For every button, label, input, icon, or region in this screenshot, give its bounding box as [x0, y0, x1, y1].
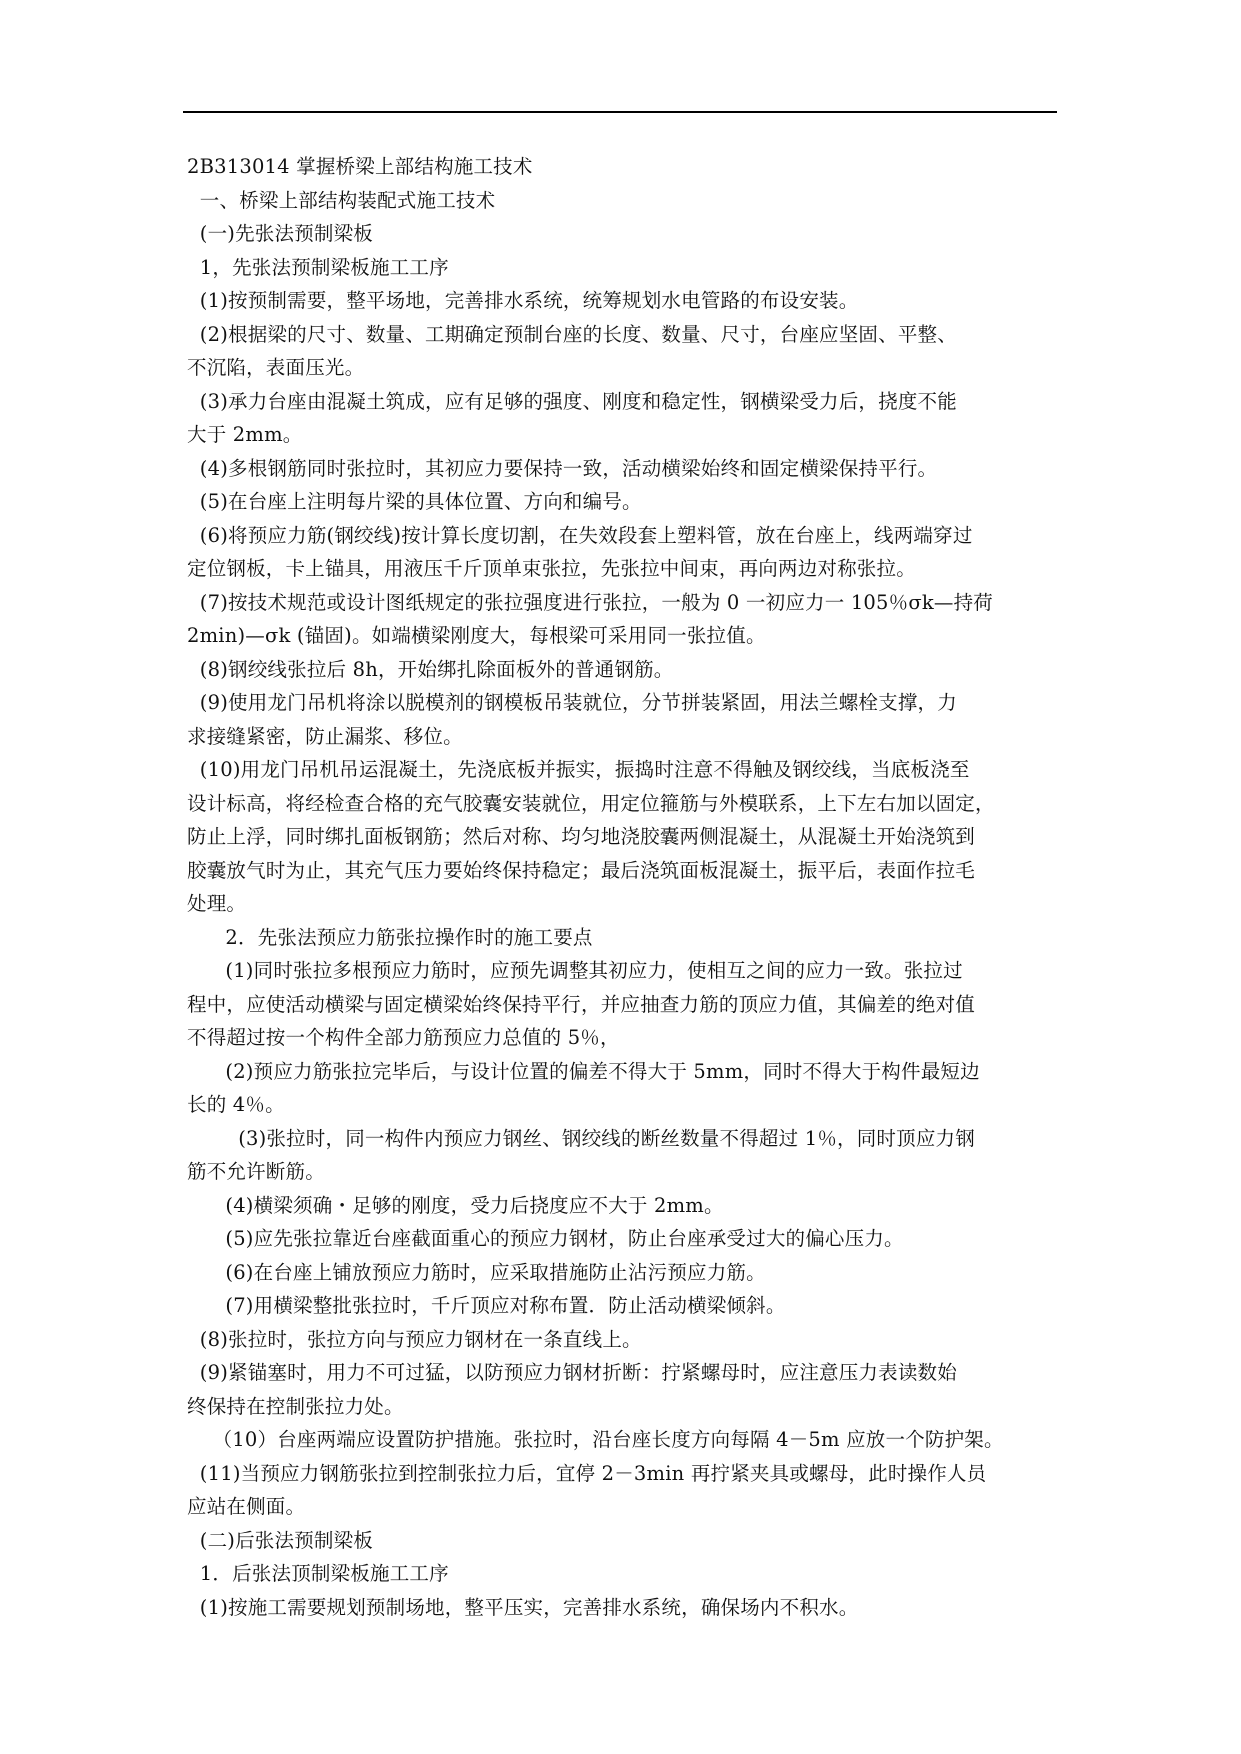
paragraph-line: (8)张拉时，张拉方向与预应力钢材在一条直线上。	[187, 1327, 642, 1351]
paragraph-line: (2)预应力筋张拉完毕后，与设计位置的偏差不得大于 5mm，同时不得大于构件最短边	[187, 1059, 980, 1083]
paragraph-line: (1)按预制需要，整平场地，完善排水系统，统筹规划水电管路的布设安装。	[187, 289, 859, 312]
heading-level-1: 一、桥梁上部结构装配式施工技术	[187, 188, 496, 212]
paragraph-line: (5)在台座上注明每片梁的具体位置、方向和编号。	[187, 490, 642, 513]
paragraph-line: (8)钢绞线张拉后 8h，开始绑扎除面板外的普通钢筋。	[187, 657, 674, 681]
paragraph-line: 长的 4％。	[187, 1093, 285, 1116]
paragraph-line: (7)用横梁整批张拉时，千斤顶应对称布置．防止活动横梁倾斜。	[187, 1294, 786, 1317]
paragraph-line: 应站在侧面。	[187, 1495, 306, 1518]
paragraph-line: (3)承力台座由混凝土筑成，应有足够的强度、刚度和稳定性，钢横梁受力后，挠度不能	[187, 389, 957, 413]
paragraph-line: (11)当预应力钢筋张拉到控制张拉力后，宜停 2－3min 再拧紧夹具或螺母，此时操作人员	[187, 1461, 987, 1485]
paragraph-line: (6)在台座上铺放预应力筋时，应采取措施防止沾污预应力筋。	[187, 1260, 766, 1284]
paragraph-line: (2)根据梁的尺寸、数量、工期确定预制台座的长度、数量、尺寸，台座应坚固、平整、	[187, 322, 957, 346]
document-body	[187, 150, 1053, 1624]
paragraph-line: 大于 2mm。	[187, 423, 303, 446]
heading-level-2: (一)先张法预制梁板	[187, 222, 374, 245]
paragraph-line: (6)将预应力筋(钢绞线)按计算长度切割，在失效段套上塑料管，放在台座上，线两端穿过	[187, 523, 973, 547]
paragraph-line: 处理。	[187, 892, 247, 915]
paragraph-line: (4)多根钢筋同时张拉时，其初应力要保持一致，活动横梁始终和固定横梁保持平行。	[187, 456, 938, 480]
paragraph-line: 定位钢板，卡上锚具，用液压千斤顶单束张拉，先张拉中间束，再向两边对称张拉。	[187, 557, 916, 580]
paragraph-line: (1)按施工需要规划预制场地，整平压实，完善排水系统，确保场内不积水。	[187, 1595, 859, 1619]
section-title: 2B313014 掌握桥梁上部结构施工技术	[187, 155, 533, 178]
heading-level-3: 1．后张法顶制梁板施工工序	[187, 1562, 449, 1585]
heading-level-2: (二)后张法预制梁板	[187, 1528, 374, 1552]
heading-level-3: 1，先张法预制梁板施工工序	[187, 255, 449, 279]
paragraph-line: 防止上浮，同时绑扎面板钢筋；然后对称、均匀地浇胶囊两侧混凝土，从混凝土开始浇筑到	[187, 825, 976, 848]
paragraph-line: (9)紧锚塞时，用力不可过猛，以防预应力钢材折断：拧紧螺母时，应注意压力表读数始	[187, 1361, 957, 1384]
paragraph-line: 筋不允许断筋。	[187, 1160, 325, 1183]
paragraph-line: (1)同时张拉多根预应力筋时，应预先调整其初应力，使相互之间的应力一致。张拉过	[187, 959, 963, 982]
paragraph-line: 不得超过按一个构件全部力筋预应力总值的 5％，	[187, 1026, 620, 1049]
paragraph-line: (7)按技术规范或设计图纸规定的张拉强度进行张拉，一般为 0 一初应力一 105％σk—持荷	[187, 590, 993, 614]
paragraph-line: 2min)—σk (锚固)。如端横梁刚度大，每根梁可采用同一张拉值。	[187, 624, 766, 647]
header-rule	[183, 111, 1057, 113]
paragraph-line: 胶囊放气时为止，其充气压力要始终保持稳定；最后浇筑面板混凝土，振平后，表面作拉毛	[187, 858, 976, 882]
paragraph-line: （10）台座两端应设置防护措施。张拉时，沿台座长度方向每隔 4－5m 应放一个防护架。	[187, 1428, 1004, 1451]
paragraph-line: 设计标高，将经检查合格的充气胶囊安装就位，用定位箍筋与外模联系，上下左右加以固定，	[187, 791, 995, 815]
paragraph-line: (10)用龙门吊机吊运混凝土，先浇底板并振实，振捣时注意不得触及钢绞线，当底板浇至	[187, 758, 970, 781]
paragraph-line: (9)使用龙门吊机将涂以脱模剂的钢模板吊装就位，分节拼装紧固，用法兰螺栓支撑，力	[187, 691, 957, 714]
paragraph-line: (4)横梁须确・足够的刚度，受力后挠度应不大于 2mm。	[187, 1193, 724, 1217]
paragraph-line: 不沉陷，表面压光。	[187, 356, 365, 379]
paragraph-line: 程中，应使活动横梁与固定横梁始终保持平行，并应抽查力筋的顶应力值，其偏差的绝对值	[187, 992, 976, 1016]
paragraph-line: (5)应先张拉靠近台座截面重心的预应力钢材，防止台座承受过大的偏心压力。	[187, 1227, 904, 1250]
paragraph-line: 终保持在控制张拉力处。	[187, 1394, 404, 1418]
heading-level-3: 2．先张法预应力筋张拉操作时的施工要点	[187, 925, 593, 949]
paragraph-line: 求接缝紧密，防止漏浆、移位。	[187, 724, 463, 748]
paragraph-line: (3)张拉时，同一构件内预应力钢丝、钢绞线的断丝数量不得超过 1％，同时顶应力钢	[187, 1126, 975, 1150]
